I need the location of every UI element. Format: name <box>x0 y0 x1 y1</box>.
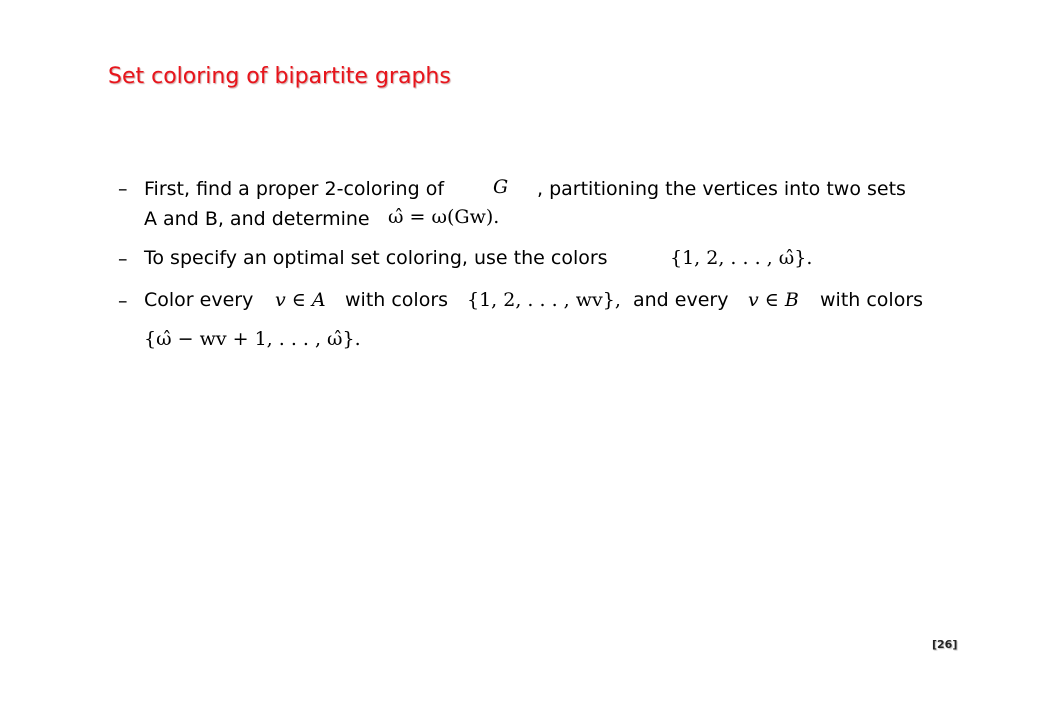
bullet-3-with-colors-text-1: with colors <box>345 289 449 311</box>
math-v-in-b: v ∈ B <box>748 289 799 311</box>
bullet-1-line-2-text: A and B, and determine <box>144 208 370 230</box>
math-set-b: {ω̂ − wv + 1, . . . , ω̂}. <box>144 328 361 350</box>
bullet-3-and-every-text: and every <box>633 289 729 311</box>
math-set-a: {1, 2, . . . , wv}, <box>467 289 621 311</box>
math-v-in-a: v ∈ A <box>275 289 326 311</box>
bullet-dash-2: – <box>118 248 128 270</box>
bullet-dash-1: – <box>118 178 128 200</box>
bullet-3-with-colors-text-2: with colors <box>820 289 924 311</box>
bullet-1-line-1-continuation: , partitioning the vertices into two sets <box>537 178 906 200</box>
math-color-set: {1, 2, . . . , ω̂}. <box>670 247 813 269</box>
bullet-dash-3: – <box>118 290 128 312</box>
bullet-1-line-1-text: First, find a proper 2-coloring of <box>144 178 445 200</box>
bullet-2-text: To specify an optimal set coloring, use the colors <box>144 247 608 269</box>
slide-title: Set coloring of bipartite graphs <box>108 64 451 89</box>
bullet-3-color-every-text: Color every <box>144 289 254 311</box>
math-graph-g: G <box>493 176 509 198</box>
math-omega-definition: ω̂ = ω(Gw). <box>388 206 500 228</box>
page-number: [26] <box>932 638 958 651</box>
